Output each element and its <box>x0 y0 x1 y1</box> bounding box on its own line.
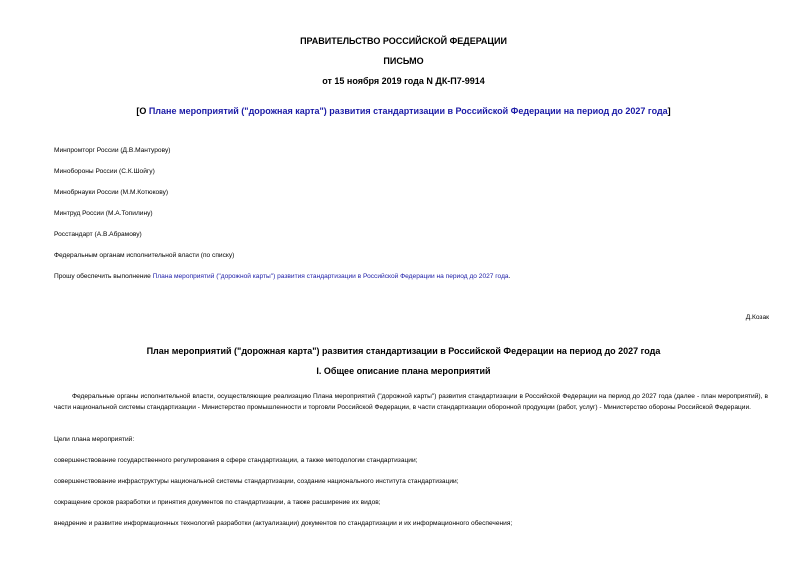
signature: Д.Козак <box>745 314 769 321</box>
recipient-item: Минобороны России (С.К.Шойгу) <box>54 168 155 175</box>
goal-item: совершенствование инфраструктуры национальной системы стандартизации, создание национального института стандартизации; <box>54 478 459 485</box>
intro-paragraph: Федеральные органы исполнительной власти, осуществляющие реализацию Плана мероприятий ("дорожной карты") развития стандартизации в Российской Федерации на период до 2027 года (далее - план мероприятий), в части национальной системы стандартизации - Министерство промышленности и торговли Российской Федерации, в части стандартизации оборонной продукции (работ, услуг) - Министерство обороны Российской Федерации. <box>54 393 768 411</box>
government-heading: ПРАВИТЕЛЬСТВО РОССИЙСКОЙ ФЕДЕРАЦИИ <box>300 36 507 46</box>
request-suffix: . <box>508 273 511 280</box>
subject-link[interactable]: Плане мероприятий ("дорожная карта") развития стандартизации в Российской Федерации на период до 2027 года <box>148 106 668 116</box>
document-type-heading: ПИСЬМО <box>383 56 424 66</box>
recipient-item: Росстандарт (А.В.Абрамову) <box>54 231 142 238</box>
recipient-item: Минтруд России (М.А.Топилину) <box>54 210 153 217</box>
section-title: I. Общее описание плана мероприятий <box>316 366 491 376</box>
goals-heading: Цели плана мероприятий: <box>54 436 135 443</box>
request-plan-link[interactable]: Плана мероприятий ("дорожной карты") развития стандартизации в Российской Федерации на период до 2027 года <box>152 273 509 280</box>
document-subject <box>0 106 807 117</box>
goal-item: внедрение и развитие информационных технологий разработки (актуализации) документов по стандартизации и их информационного обеспечения; <box>54 520 513 527</box>
request-prefix: Прошу обеспечить выполнение <box>54 273 153 280</box>
document-date-number: от 15 ноября 2019 года N ДК-П7-9914 <box>322 76 485 86</box>
recipient-item: Минобрнауки России (М.М.Котюкову) <box>54 189 169 196</box>
goal-item: совершенствование государственного регулирования в сфере стандартизации, а также методологии стандартизации; <box>54 457 418 464</box>
subject-bracket-close: ] <box>667 106 671 116</box>
goal-item: сокращение сроков разработки и принятия документов по стандартизации, а также расширение их видов; <box>54 499 381 506</box>
subject-bracket-open: [О <box>136 106 149 116</box>
recipient-item: Минпромторг России (Д.В.Мантурову) <box>54 147 171 154</box>
plan-title: План мероприятий ("дорожная карта") развития стандартизации в Российской Федерации на период до 2027 года <box>146 346 661 356</box>
recipient-item: Федеральным органам исполнительной власти (по списку) <box>54 252 235 259</box>
request-paragraph <box>54 273 510 281</box>
